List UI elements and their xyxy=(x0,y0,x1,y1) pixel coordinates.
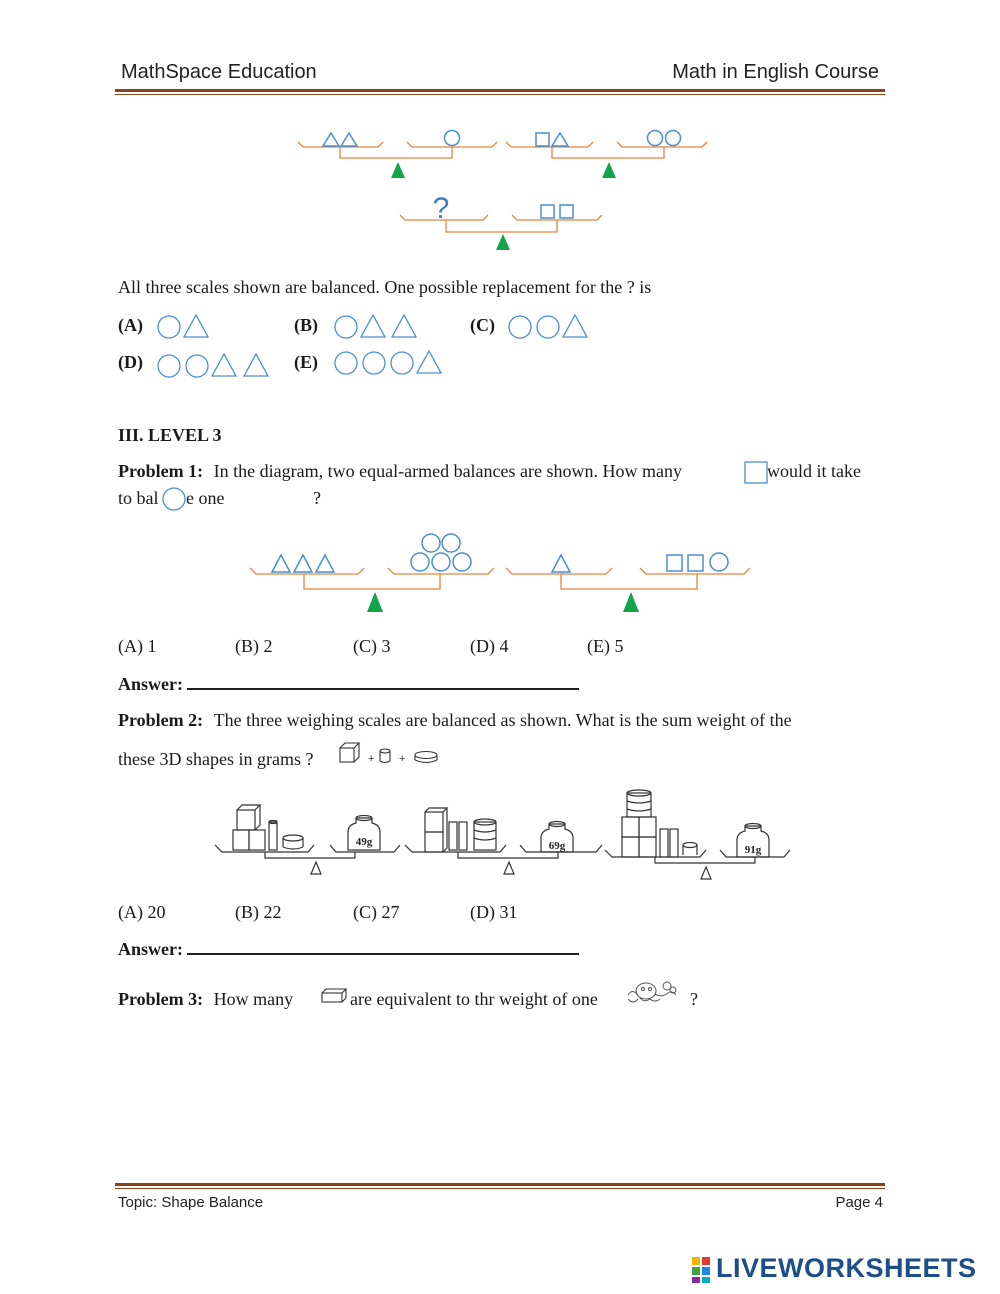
weight-1-label: 49g xyxy=(355,836,373,848)
problem1-line1: Problem 1: In the diagram, two equal-armed balances are shown. How many xyxy=(118,461,682,481)
p1-choice-c: (C) 3 xyxy=(353,636,391,656)
option-e-label: (E) xyxy=(294,352,318,372)
level-heading: III. LEVEL 3 xyxy=(118,425,222,445)
footer-page: Page 4 xyxy=(835,1194,883,1211)
weight-3-label: 91g xyxy=(744,844,762,856)
problem1-line2c: ? xyxy=(313,488,321,508)
p1-choice-e: (E) 5 xyxy=(587,636,624,656)
problem2-line1: Problem 2: The three weighing scales are balanced as shown. What is the sum weight of the xyxy=(118,710,792,730)
problem1-line1b: would it take xyxy=(767,461,861,481)
problem3-text-c: ? xyxy=(690,989,698,1009)
unknown-symbol: ? xyxy=(432,192,450,225)
p2-choice-b: (B) 22 xyxy=(235,902,282,922)
problem1-line2a: to bal xyxy=(118,488,159,508)
p2-choice-d: (D) 31 xyxy=(470,902,518,922)
problem2-line2: these 3D shapes in grams ? xyxy=(118,749,314,769)
octopus-icon xyxy=(628,982,676,1002)
p1-choice-a: (A) 1 xyxy=(118,636,157,656)
footer-rule xyxy=(115,1183,885,1186)
svg-text:+: + xyxy=(368,753,375,765)
p2-choice-a: (A) 20 xyxy=(118,902,166,922)
p2-choice-c: (C) 27 xyxy=(353,902,400,922)
option-a-label: (A) xyxy=(118,315,143,335)
header-right: Math in English Course xyxy=(672,61,879,83)
header-left: MathSpace Education xyxy=(121,61,317,83)
brick-icon xyxy=(322,989,346,1002)
problem1-answer: Answer: xyxy=(118,674,579,695)
liveworksheets-logo-icon xyxy=(692,1257,712,1285)
p1-choice-b: (B) 2 xyxy=(235,636,273,656)
top-question-text: All three scales shown are balanced. One possible replacement for the ? is xyxy=(118,277,652,297)
problem1-line2b: e one xyxy=(186,488,225,508)
problem3-text-b: are equivalent to thr weight of one xyxy=(350,989,598,1009)
footer-topic: Topic: Shape Balance xyxy=(118,1194,264,1211)
option-b-label: (B) xyxy=(294,315,318,335)
option-d-label: (D) xyxy=(118,352,143,372)
brand-name[interactable]: LIVEWORKSHEETS xyxy=(716,1253,977,1283)
weight-2-label: 69g xyxy=(548,840,566,852)
option-c-label: (C) xyxy=(470,315,495,335)
svg-text:+: + xyxy=(399,753,406,765)
problem2-answer: Answer: xyxy=(118,939,579,960)
p1-choice-d: (D) 4 xyxy=(470,636,509,656)
problem3-line: Problem 3: How many xyxy=(118,989,294,1009)
